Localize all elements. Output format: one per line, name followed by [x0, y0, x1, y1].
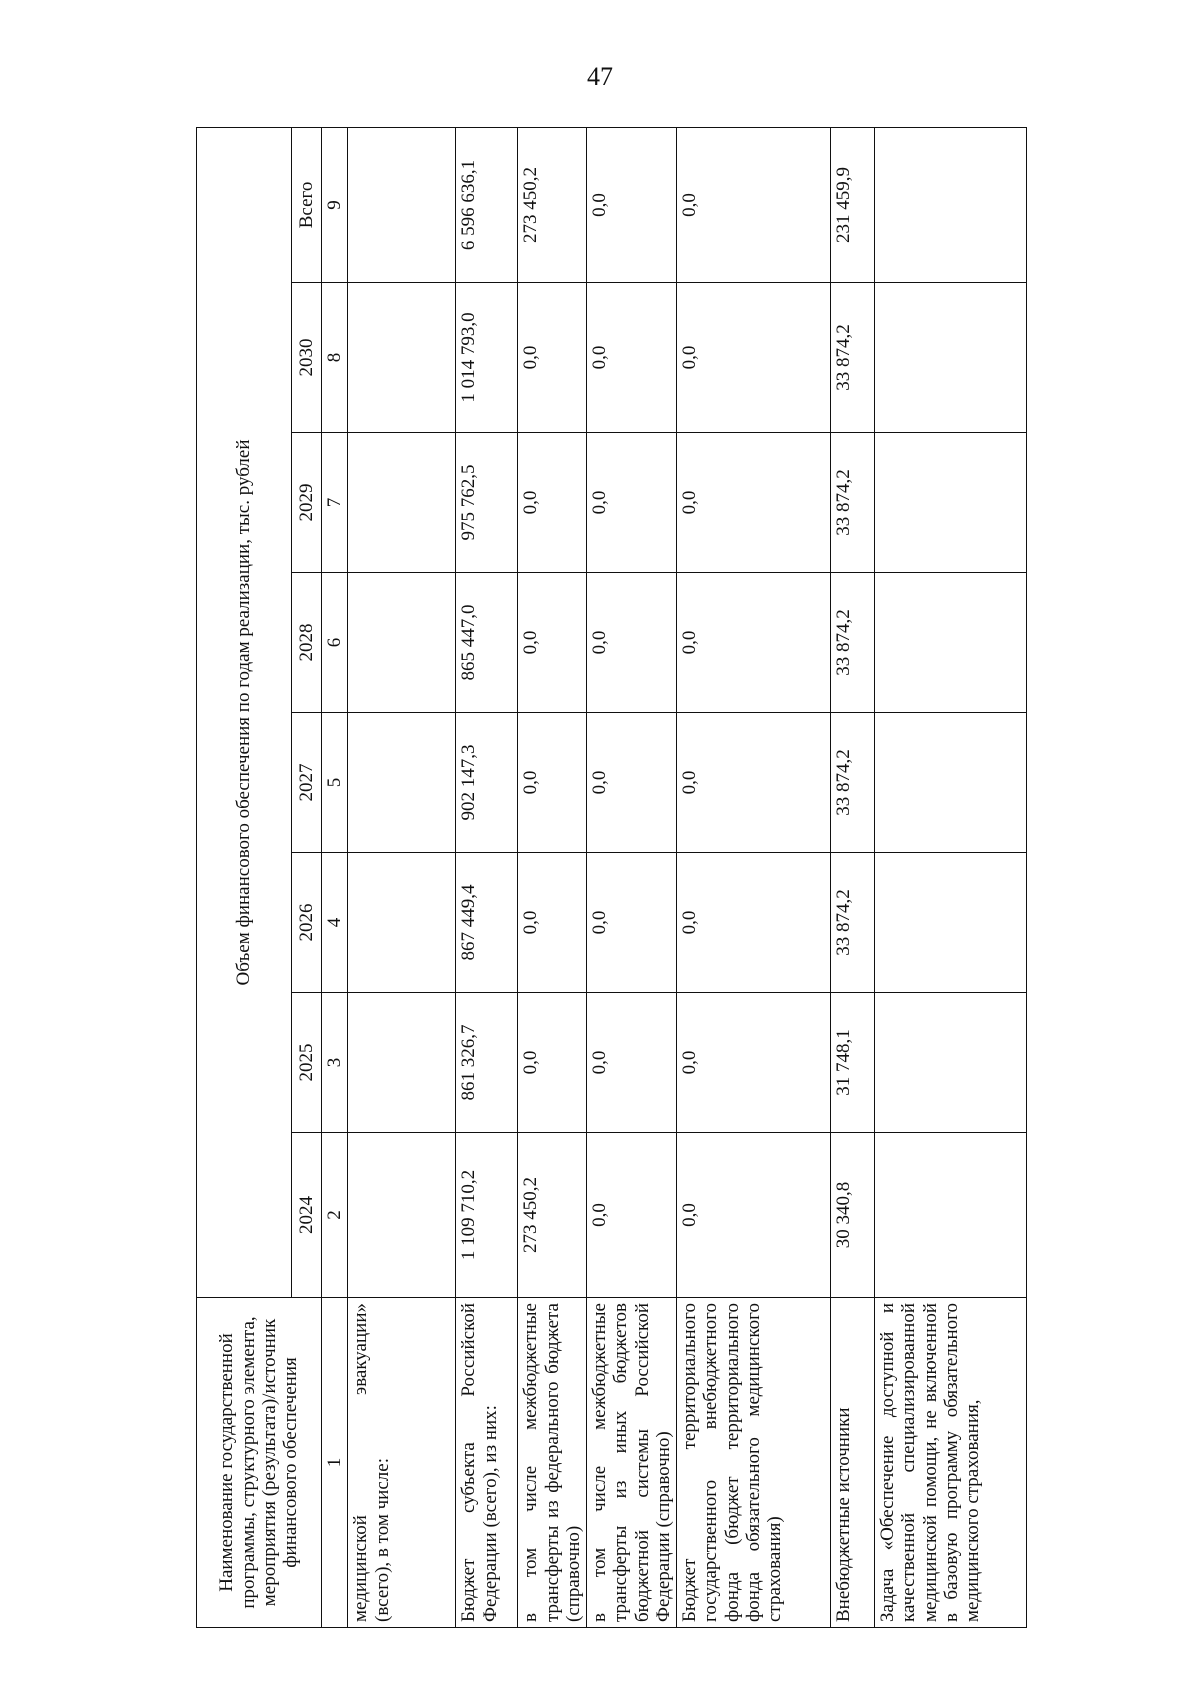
value-cell: 861 326,7: [456, 993, 518, 1133]
value-cell: 0,0: [587, 573, 677, 713]
value-cell: 0,0: [518, 993, 587, 1133]
table-row: [875, 127, 1027, 1627]
column-number: 3: [322, 993, 348, 1133]
value-cell: 0,0: [677, 433, 831, 573]
year-2026: 2026: [292, 853, 322, 993]
value-cell: 0,0: [587, 127, 677, 282]
column-number-row: [322, 127, 348, 1627]
row-name-line: медицинской эвакуации»: [350, 1303, 372, 1622]
table-row: [456, 127, 518, 1627]
value-cell: [875, 573, 1027, 713]
value-cell: 1 014 793,0: [456, 283, 518, 433]
value-cell: 33 874,2: [831, 283, 875, 433]
year-2030: 2030: [292, 283, 322, 433]
value-cell: 0,0: [677, 127, 831, 282]
table-row: [677, 127, 831, 1627]
value-cell: [348, 283, 456, 433]
column-number: 1: [322, 1298, 348, 1628]
value-cell: [875, 713, 1027, 853]
value-cell: [875, 283, 1027, 433]
value-cell: 30 340,8: [831, 1133, 875, 1298]
value-cell: [875, 1133, 1027, 1298]
row-name-cell: Внебюджетные источники: [831, 1298, 875, 1628]
value-cell: [348, 1133, 456, 1298]
value-cell: [348, 853, 456, 993]
value-cell: 31 748,1: [831, 993, 875, 1133]
table-row: [348, 127, 456, 1627]
value-cell: [348, 433, 456, 573]
value-cell: 865 447,0: [456, 573, 518, 713]
value-cell: 0,0: [518, 713, 587, 853]
column-number: 4: [322, 853, 348, 993]
row-name-cell: в том числе межбюджетные трансферты из иных бюджетов бюджетной системы Российской Федерации (справочно): [587, 1298, 677, 1628]
value-cell: 273 450,2: [518, 127, 587, 282]
value-cell: 231 459,9: [831, 127, 875, 282]
value-cell: 0,0: [518, 433, 587, 573]
row-name-cell: Бюджет территориального государственного внебюджетного фонда (бюджет территориального фонда обязательного медицинского страхования): [677, 1298, 831, 1628]
year-total: Всего: [292, 127, 322, 282]
value-cell: 1 109 710,2: [456, 1133, 518, 1298]
value-cell: 33 874,2: [831, 713, 875, 853]
year-2025: 2025: [292, 993, 322, 1133]
value-cell: 0,0: [677, 573, 831, 713]
page-number: 47: [587, 62, 613, 91]
value-cell: 0,0: [677, 853, 831, 993]
value-cell: 0,0: [518, 283, 587, 433]
value-cell: 0,0: [677, 1133, 831, 1298]
value-cell: 975 762,5: [456, 433, 518, 573]
value-cell: 0,0: [518, 853, 587, 993]
table-row: [518, 127, 587, 1627]
value-cell: 0,0: [677, 283, 831, 433]
value-cell: 0,0: [518, 573, 587, 713]
row-name-cell: в том числе межбюджетные трансферты из федерального бюджета (справочно): [518, 1298, 587, 1628]
financing-table: [196, 127, 1027, 1628]
value-cell: [875, 433, 1027, 573]
value-cell: 33 874,2: [831, 433, 875, 573]
value-cell: [875, 993, 1027, 1133]
year-2027: 2027: [292, 713, 322, 853]
column-number: 9: [322, 127, 348, 282]
row-name-cell: Задача «Обеспечение доступной и качественной специализированной медицинской помощи, не включенной в базовую программу обязательного медицинского страхования,: [875, 1298, 1027, 1628]
value-cell: [348, 713, 456, 853]
value-cell: 33 874,2: [831, 573, 875, 713]
value-cell: [875, 853, 1027, 993]
value-cell: 6 596 636,1: [456, 127, 518, 282]
value-cell: 0,0: [677, 993, 831, 1133]
value-cell: [348, 573, 456, 713]
value-cell: 0,0: [587, 853, 677, 993]
value-cell: 867 449,4: [456, 853, 518, 993]
value-cell: 0,0: [587, 713, 677, 853]
value-cell: 0,0: [587, 433, 677, 573]
row-name-cell: [348, 1298, 456, 1628]
header-volume: Объем финансового обеспечения по годам реализации, тыс. рублей: [197, 127, 292, 1297]
column-number: 8: [322, 283, 348, 433]
column-number: 5: [322, 713, 348, 853]
header-row-volume: [197, 127, 292, 1627]
value-cell: [348, 993, 456, 1133]
year-2028: 2028: [292, 573, 322, 713]
value-cell: 0,0: [677, 713, 831, 853]
value-cell: [875, 127, 1027, 282]
table-row: [831, 127, 875, 1627]
year-2029: 2029: [292, 433, 322, 573]
header-name: Наименование государственной программы, структурного элемента, мероприятия (результата)/источник финансового обеспечения: [197, 1298, 322, 1628]
value-cell: 273 450,2: [518, 1133, 587, 1298]
value-cell: [348, 127, 456, 282]
row-name-cell: Бюджет субъекта Российской Федерации (всего), из них:: [456, 1298, 518, 1628]
value-cell: 0,0: [587, 993, 677, 1133]
value-cell: 902 147,3: [456, 713, 518, 853]
value-cell: 0,0: [587, 283, 677, 433]
table-row: [587, 127, 677, 1627]
rotated-table-container: [196, 128, 1056, 1628]
value-cell: 33 874,2: [831, 853, 875, 993]
year-2024: 2024: [292, 1133, 322, 1298]
column-number: 6: [322, 573, 348, 713]
column-number: 7: [322, 433, 348, 573]
column-number: 2: [322, 1133, 348, 1298]
row-name-line: (всего), в том числе:: [371, 1458, 393, 1622]
value-cell: 0,0: [587, 1133, 677, 1298]
